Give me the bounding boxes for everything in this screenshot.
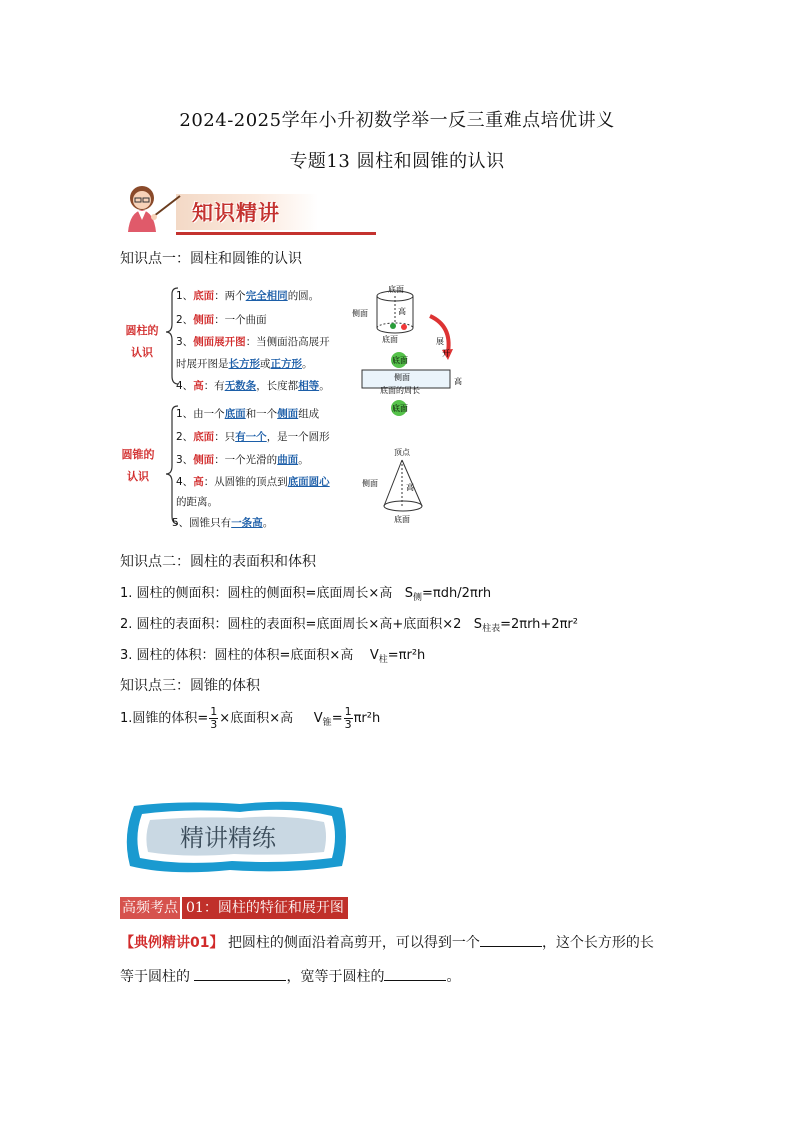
- cone-label-1: 圆锥的: [121, 448, 155, 461]
- kp3-heading: 知识点三：圆锥的体积: [120, 678, 260, 694]
- cyl-item-3: 3、侧面展开图：当侧面沿高展开: [176, 336, 330, 348]
- knowledge-banner: [118, 180, 318, 242]
- cyl-height-label: 高: [398, 307, 406, 316]
- practice-badge: [120, 796, 350, 876]
- topic-bar: [120, 897, 348, 919]
- cone-item-1: 1、由一个底面和一个侧面组成: [176, 408, 320, 420]
- document-subtitle: 专题13 圆柱和圆锥的认识: [289, 151, 505, 172]
- kp1-heading: 知识点一：圆柱和圆锥的认识: [120, 251, 302, 267]
- rect-bottom-label: 底面的周长: [380, 386, 420, 395]
- cyl-side-label: 侧面: [352, 309, 368, 318]
- banner-underline: [176, 232, 376, 235]
- example-tag: 【典例精讲01】: [120, 935, 224, 951]
- cone-side-label: 侧面: [362, 479, 378, 488]
- formula-surface-area: 2. 圆柱的表面积：圆柱的表面积=底面周长×高+底面积×2 $S_{柱表}=2\pi rh+2\pi r^2$: [120, 617, 578, 634]
- rect-height-label: 高: [454, 377, 462, 386]
- cone-item-4: 4、高：从圆锥的顶点到底面圆心: [176, 476, 330, 488]
- teacher-icon: [118, 180, 186, 242]
- document-title: 2024-2025学年小升初数学举一反三重难点培优讲义: [179, 110, 615, 131]
- cone-apex-label: 顶点: [394, 448, 410, 457]
- cylinder-figure: [350, 282, 470, 422]
- cone-item-4-cont: 的距离。: [176, 496, 218, 508]
- formula-cylinder-volume: 3. 圆柱的体积：圆柱的体积=底面积×高 $V_柱=\pi r^2h$: [120, 648, 426, 665]
- cone-item-2: 2、底面：只有一个，是一个圆形: [176, 431, 330, 443]
- answer-blank-3[interactable]: [384, 966, 446, 981]
- kp2-heading: 知识点二：圆柱的表面积和体积: [120, 554, 316, 570]
- topic-prefix: 高频考点: [120, 897, 180, 919]
- cone-group-label: [118, 444, 158, 488]
- formula-lateral-area: 1. 圆柱的侧面积：圆柱的侧面积=底面周长×高 $S_侧=\pi dh/2\pi rh$: [120, 586, 492, 603]
- example-line-2: 等于圆柱的 ，宽等于圆柱的 。: [120, 962, 680, 992]
- cyl-item-4: 4、高：有无数条，长度都相等。: [176, 380, 330, 392]
- answer-blank-1[interactable]: [480, 932, 542, 947]
- cone-height-label: 高: [406, 483, 414, 492]
- cone-bottom-label: 底面: [394, 515, 410, 524]
- topic-title: 01：圆柱的特征和展开图: [182, 897, 348, 919]
- unfold-label-1: 展: [436, 337, 444, 346]
- cone-item-5: 5、圆锥只有一条高。: [172, 517, 274, 529]
- formula-cone-volume: 1.圆锥的体积= $\frac{1}{3}$ ×底面积×高 $V_锥=$ $\frac{1}{3}$ πr²h: [120, 705, 381, 731]
- cylinder-label-1: 圆柱的: [125, 324, 159, 337]
- fraction-one-third-2: $\frac{1}{3}$: [344, 705, 352, 731]
- unfold-label-2: 开: [442, 349, 450, 358]
- badge-title: 精讲精练: [180, 824, 276, 852]
- circle-bottom-label: 底面: [392, 404, 408, 413]
- cyl-item-2: 2、侧面：一个曲面: [176, 314, 267, 326]
- cyl-top-label: 底面: [388, 285, 404, 294]
- cylinder-group-label: [122, 320, 162, 364]
- circle-top-label: 底面: [392, 356, 408, 365]
- example-line-1: 【典例精讲01】 把圆柱的侧面沿着高剪开，可以得到一个 ，这个长方形的长: [120, 928, 680, 958]
- rect-label: 侧面: [394, 373, 410, 382]
- answer-blank-2[interactable]: [194, 966, 286, 981]
- fraction-one-third: $\frac{1}{3}$: [210, 705, 218, 731]
- cyl-item-3-cont: 时展开图是长方形或正方形。: [176, 358, 313, 370]
- cone-figure: [360, 444, 440, 526]
- banner-title: 知识精讲: [192, 201, 280, 225]
- cone-item-3: 3、侧面：一个光滑的曲面。: [176, 454, 309, 466]
- cyl-item-1: 1、底面：两个完全相同的圆。: [176, 290, 320, 302]
- cyl-bottom-label: 底面: [382, 335, 398, 344]
- cylinder-label-2: 认识: [131, 346, 153, 359]
- cone-label-2: 认识: [127, 470, 149, 483]
